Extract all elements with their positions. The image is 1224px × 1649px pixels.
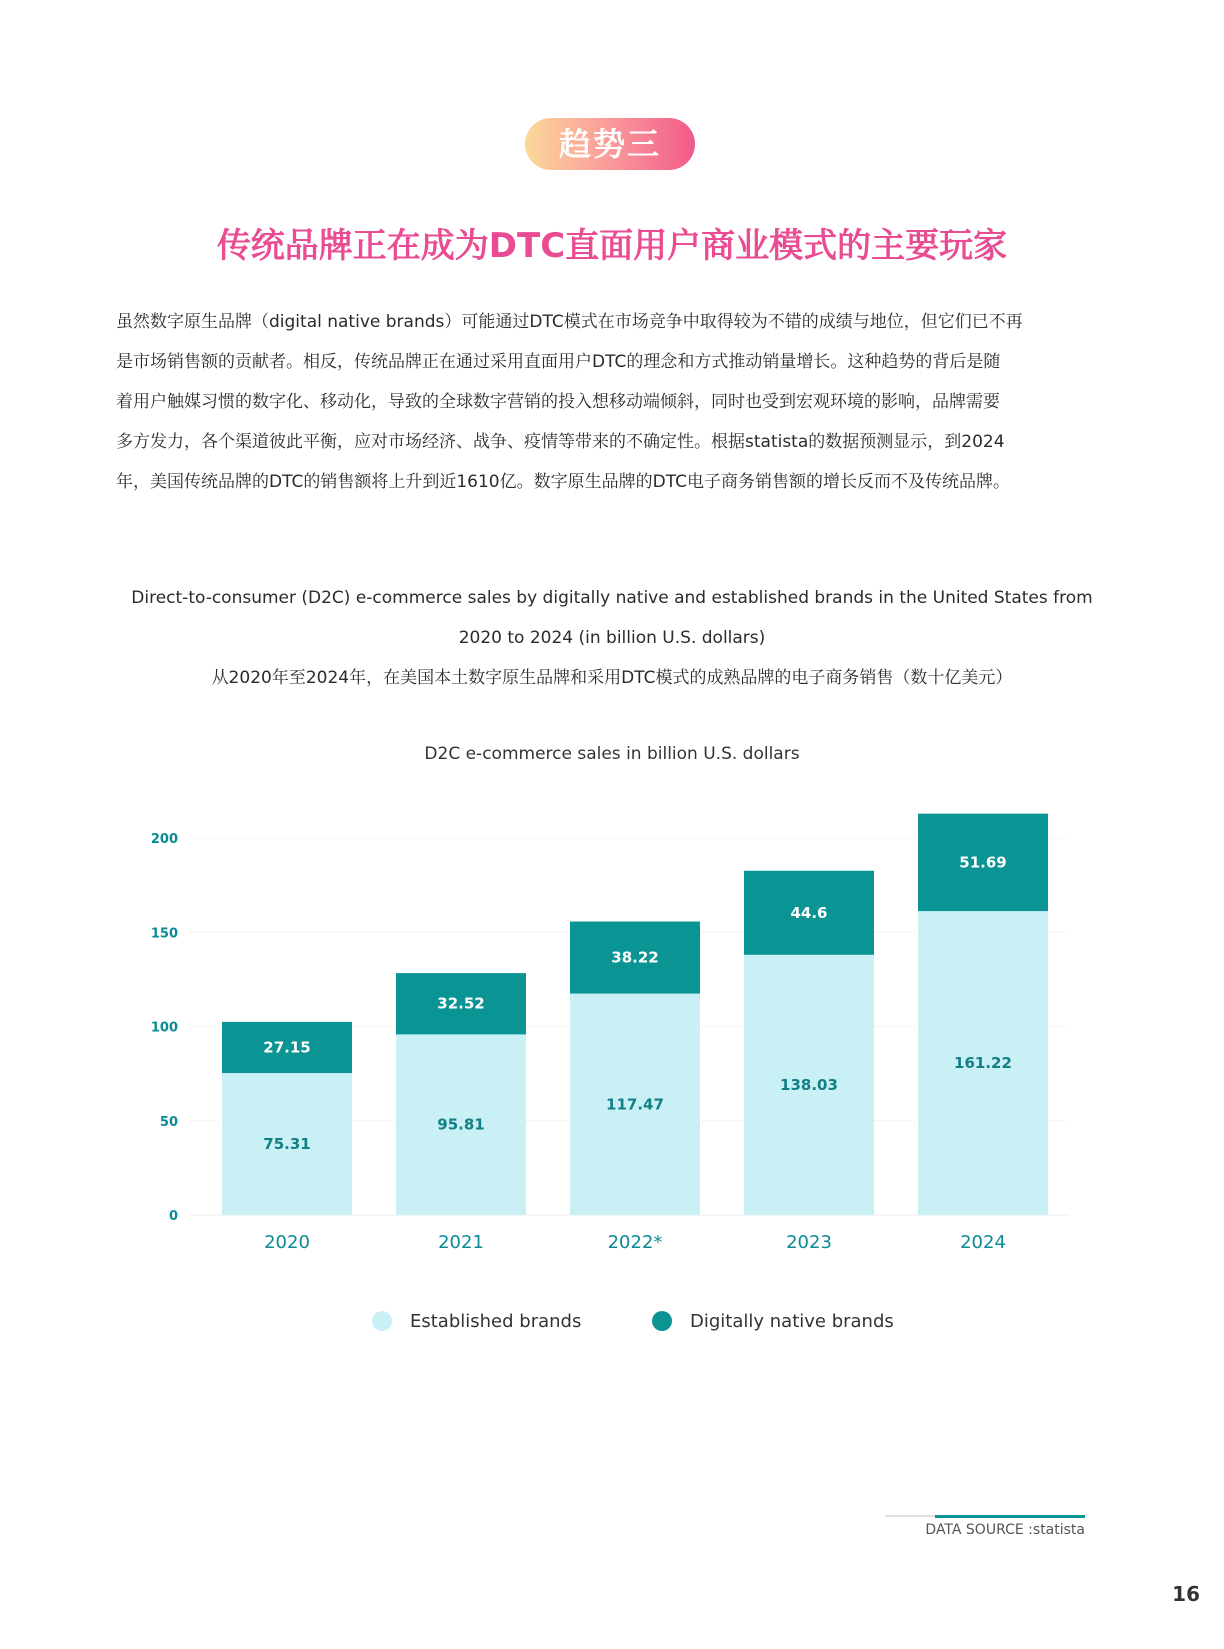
headline: 传统品牌正在成为DTC直面用户商业模式的主要玩家 <box>216 226 1008 266</box>
y-tick-label: 100 <box>150 1020 178 1036</box>
legend-swatch-digital <box>652 1311 672 1331</box>
paragraph-line: 多方发力，各个渠道彼此平衡，应对市场经济、战争、疫情等带来的不确定性。根据statista的数据预测显示，到2024 <box>116 432 1005 452</box>
data-label: 138.03 <box>780 1075 838 1094</box>
y-tick-label: 50 <box>159 1114 178 1130</box>
data-label: 38.22 <box>611 948 659 967</box>
x-tick-label: 2021 <box>438 1232 484 1253</box>
x-tick-label: 2020 <box>264 1232 310 1253</box>
legend-label-established: Established brands <box>410 1310 582 1332</box>
chart-caption-zh: 从2020年至2024年，在美国本土数字原生品牌和采用DTC模式的成熟品牌的电子商务销售（数十亿美元） <box>211 668 1013 688</box>
x-tick-label: 2024 <box>960 1232 1006 1253</box>
data-label: 32.52 <box>437 994 485 1013</box>
y-tick-label: 150 <box>150 926 178 942</box>
page-number: 16 <box>1172 1582 1200 1606</box>
data-label: 117.47 <box>606 1095 664 1114</box>
stacked-bar-chart <box>0 780 1224 1260</box>
x-tick-label: 2023 <box>786 1232 832 1253</box>
data-label: 27.15 <box>263 1038 311 1057</box>
chart-title: D2C e-commerce sales in billion U.S. dollars <box>424 744 800 764</box>
intro-paragraph <box>116 302 1076 502</box>
legend-swatch-established <box>372 1311 392 1331</box>
paragraph-line: 年，美国传统品牌的DTC的销售额将上升到近1610亿。数字原生品牌的DTC电子商务销售额的增长反而不及传统品牌。 <box>116 472 1010 492</box>
chart-caption-en-line1: Direct-to-consumer (D2C) e-commerce sales by digitally native and established brands in the United States from <box>131 588 1093 608</box>
y-tick-label: 0 <box>168 1209 178 1224</box>
data-label: 44.6 <box>790 903 828 922</box>
data-label: 161.22 <box>954 1054 1012 1073</box>
legend-label-digital: Digitally native brands <box>690 1310 894 1332</box>
chart-caption-en-line2: 2020 to 2024 (in billion U.S. dollars) <box>458 628 766 648</box>
x-tick-label: 2022* <box>607 1232 663 1253</box>
chart-legend <box>0 1306 1224 1336</box>
data-label: 75.31 <box>263 1135 311 1154</box>
paragraph-line: 着用户触媒习惯的数字化、移动化，导致的全球数字营销的投入想移动端倾斜，同时也受到宏观环境的影响，品牌需要 <box>116 392 1000 412</box>
source-divider-accent <box>935 1515 1085 1518</box>
chart-caption <box>110 578 1114 698</box>
data-label: 51.69 <box>959 853 1007 872</box>
legend-item-digital <box>652 1306 894 1336</box>
legend-item-established <box>372 1306 581 1336</box>
data-label: 95.81 <box>437 1115 485 1134</box>
data-source: DATA SOURCE :statista <box>925 1522 1085 1538</box>
paragraph-line: 虽然数字原生品牌（digital native brands）可能通过DTC模式在市场竞争中取得较为不错的成绩与地位，但它们已不再 <box>116 312 1023 332</box>
trend-badge: 趋势三 <box>525 118 695 170</box>
paragraph-line: 是市场销售额的贡献者。相反，传统品牌正在通过采用直面用户DTC的理念和方式推动销量增长。这种趋势的背后是随 <box>116 352 1001 372</box>
y-tick-label: 200 <box>150 832 178 847</box>
